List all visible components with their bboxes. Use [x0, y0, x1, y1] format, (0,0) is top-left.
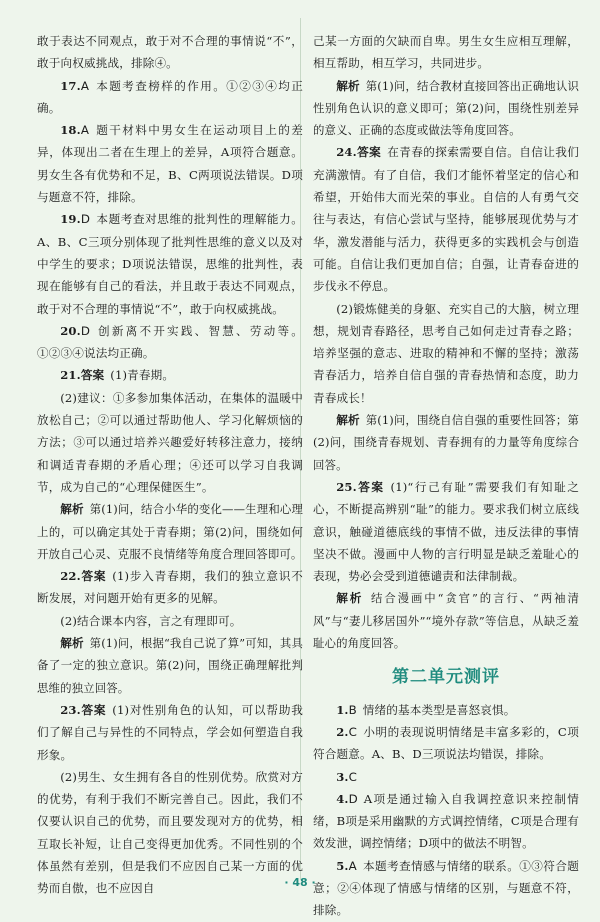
item-number: 4.	[336, 791, 349, 806]
explanation-label: 解析	[336, 413, 360, 428]
item-number: 1.	[336, 702, 349, 717]
answer-item	[37, 699, 303, 766]
explanation-label: 解析	[60, 502, 84, 517]
item-text: 本题考查榜样的作用。①②③④均正确。	[37, 78, 303, 115]
answer-item	[37, 119, 303, 208]
explanation-label: 解析	[60, 636, 84, 651]
explanation-paragraph	[313, 587, 579, 654]
item-answer: B	[348, 702, 357, 717]
item-answer: 答案	[356, 479, 385, 494]
item-number: 22.	[60, 569, 81, 584]
text-paragraph	[37, 610, 303, 632]
item-text: 本题考查情感与情绪的联系。①③符合题意；②④体现了情感与情绪的区别，与题意不符，排除。	[313, 858, 579, 918]
explanation-text: 第(1)问，结合小华的变化——生理和心理上的，可以确定其处于青春期；第(2)问，围绕如何开放自己心灵、克服不良情绪等角度合理回答即可。	[37, 502, 303, 561]
answer-item	[37, 208, 303, 319]
answer-item	[37, 75, 303, 120]
text-paragraph	[37, 30, 303, 75]
item-number: 18.	[60, 123, 81, 138]
explanation-paragraph	[313, 409, 579, 476]
answer-item	[37, 320, 303, 365]
item-answer: 答案	[80, 569, 107, 584]
paragraph-text: (2)结合课本内容，言之有理即可。	[60, 613, 242, 628]
explanation-label: 解析	[336, 591, 364, 606]
paragraph-text: (2)男生、女生拥有各自的性别优势。欣赏对方的优势，有利于我们不断完善自己。因此，我们不仅要认识自己的优势，而且要发现对方的优势，相互取长补短，让自己变得更加优秀。不同性别的个体虽然有差别，但是我们不应因自己某一方面的优势而自傲，也不应因自	[37, 769, 303, 896]
explanation-text: 第(1)问，结合教材直接回答出正确地认识性别角色认识的意义即可；第(2)问，围绕性别差异的意义、正确的态度或做法等角度回答。	[313, 78, 579, 138]
item-text: (1)“行己有耻”需要我们有知耻之心，不断提高辨别“耻”的能力。要求我们树立底线意识，触碰道德底线的事情不做，违反法律的事情坚决不做。漫画中人物的言行明显是缺乏羞耻心的表现，势必会受到道德谴责和法律制裁。	[313, 479, 579, 584]
item-text: 在青春的探索需要自信。自信让我们充满激情。有了自信，我们才能怀着坚定的信心和希望，开始伟大而光荣的事业。自信的人有勇气交往与表达，有信心尝试与坚持，能够展现优势与才华，激发潜能与活力，获得更多的实践机会与创造可能。自信让我们更加自信；自强，让青春奋进的步伐永不停息。	[313, 145, 579, 294]
item-number: 25.	[336, 479, 357, 494]
item-answer: D	[80, 212, 91, 227]
item-answer: D	[348, 791, 358, 806]
item-text: (1)对性别角色的认知，可以帮助我们了解自己与异性的不同特点，学会如何塑造自我形象。	[37, 702, 303, 762]
paragraph-text: 敢于表达不同观点，敢于对不合理的事情说“不”，敢于向权威挑战，排除④。	[37, 34, 303, 71]
item-answer: C	[348, 769, 357, 784]
item-number: 17.	[60, 78, 81, 93]
item-text: (1)青春期。	[110, 368, 175, 383]
paragraph-text: 己某一方面的欠缺而自卑。男生女生应相互理解，相互帮助，相互学习，共同进步。	[313, 34, 579, 71]
item-text: 创新离不开实践、智慧、劳动等。①②③④说法均正确。	[37, 323, 303, 361]
explanation-text: 结合漫画中“贪官”的言行、“两袖清风”与“妻儿移居国外”“境外存款”等信息，从缺乏羞耻心的角度回答。	[313, 591, 579, 651]
answer-item	[313, 788, 579, 855]
paragraph-text: (2)建议：①多参加集体活动，在集体的温暖中放松自己；②可以通过帮助他人、学习化解烦恼的方法；③可以通过培养兴趣爱好转移注意力，接纳和调适青春期的矛盾心理；④还可以学习自我调节，成为自己的“心理保健医生”。	[37, 390, 303, 494]
left-column	[37, 30, 303, 900]
answer-item	[313, 699, 579, 721]
item-text: 小明的表现说明情绪是丰富多彩的，C项符合题意。A、B、D三项说法均错误，排除。	[313, 724, 579, 762]
item-text: (1)步入青春期，我们的独立意识不断发展，对问题开始有更多的见解。	[37, 569, 303, 606]
item-number: 19.	[60, 212, 81, 227]
explanation-paragraph	[37, 498, 303, 565]
item-number: 21.	[60, 368, 81, 383]
item-answer: A	[80, 78, 90, 93]
right-column	[313, 30, 579, 922]
text-paragraph	[313, 298, 579, 409]
item-number: 24.	[336, 145, 357, 160]
item-answer: 答案	[80, 368, 105, 383]
page-number: · 48 ·	[284, 876, 316, 889]
answer-item	[37, 364, 303, 386]
item-text: 情绪的基本类型是喜怒哀惧。	[362, 702, 516, 717]
item-text: 题干材料中男女生在运动项目上的差异，体现出二者在生理上的差异，A项符合题意。男女生各有优势和不足，B、C两项说法错误。D项与题意不符，排除。	[37, 123, 303, 205]
item-number: 3.	[336, 769, 349, 784]
text-paragraph	[313, 30, 579, 75]
item-answer: A	[348, 858, 357, 873]
item-text: A项是通过输入自我调控意识来控制情绪，B项是采用幽默的方式调控情绪，C项是合理有效发泄，调控情绪；D项中的做法不明智。	[313, 791, 579, 851]
explanation-text: 第(1)问，根据“我自己说了算”可知，其具备了一定的独立意识。第(2)问，围绕正确理解批判思维的独立回答。	[37, 636, 303, 695]
answer-item	[313, 141, 579, 297]
item-number: 23.	[60, 702, 81, 717]
explanation-label: 解析	[336, 78, 360, 93]
item-answer: C	[348, 724, 357, 739]
item-answer: D	[80, 323, 91, 338]
item-answer: A	[80, 123, 90, 138]
item-text: 本题考查对思维的批判性的理解能力。A、B、C三项分别体现了批判性思维的意义以及对中学生的要求；D项说法错误，思维的批判性，表现在能够有自己的看法，并且敢于表达不同观点，敢于对不合理的事情说“不”，敢于向权威挑战。	[37, 212, 303, 316]
answer-item	[313, 766, 579, 788]
explanation-paragraph	[37, 632, 303, 699]
item-number: 2.	[336, 724, 349, 739]
item-answer: 答案	[80, 702, 107, 717]
answer-item	[313, 476, 579, 587]
answer-item	[37, 565, 303, 610]
item-number: 20.	[60, 323, 81, 338]
item-number: 5.	[336, 858, 349, 873]
explanation-text: 第(1)问，围绕自信自强的重要性回答；第(2)问，围绕青春规划、青春拥有的力量等角度综合回答。	[313, 413, 579, 472]
answer-item	[313, 721, 579, 766]
paragraph-text: (2)锻炼健美的身躯、充实自己的大脑，树立理想，规划青春路径，思考自己如何走过青春之路；培养坚强的意志、进取的精神和不懈的坚持；激荡青春活力，培养自信自强的青春热情和态度，助力青春成长！	[313, 301, 579, 405]
item-answer: 答案	[356, 145, 382, 160]
section-title: 第二单元测评	[392, 667, 500, 688]
explanation-paragraph	[313, 75, 579, 142]
text-paragraph	[37, 387, 303, 498]
